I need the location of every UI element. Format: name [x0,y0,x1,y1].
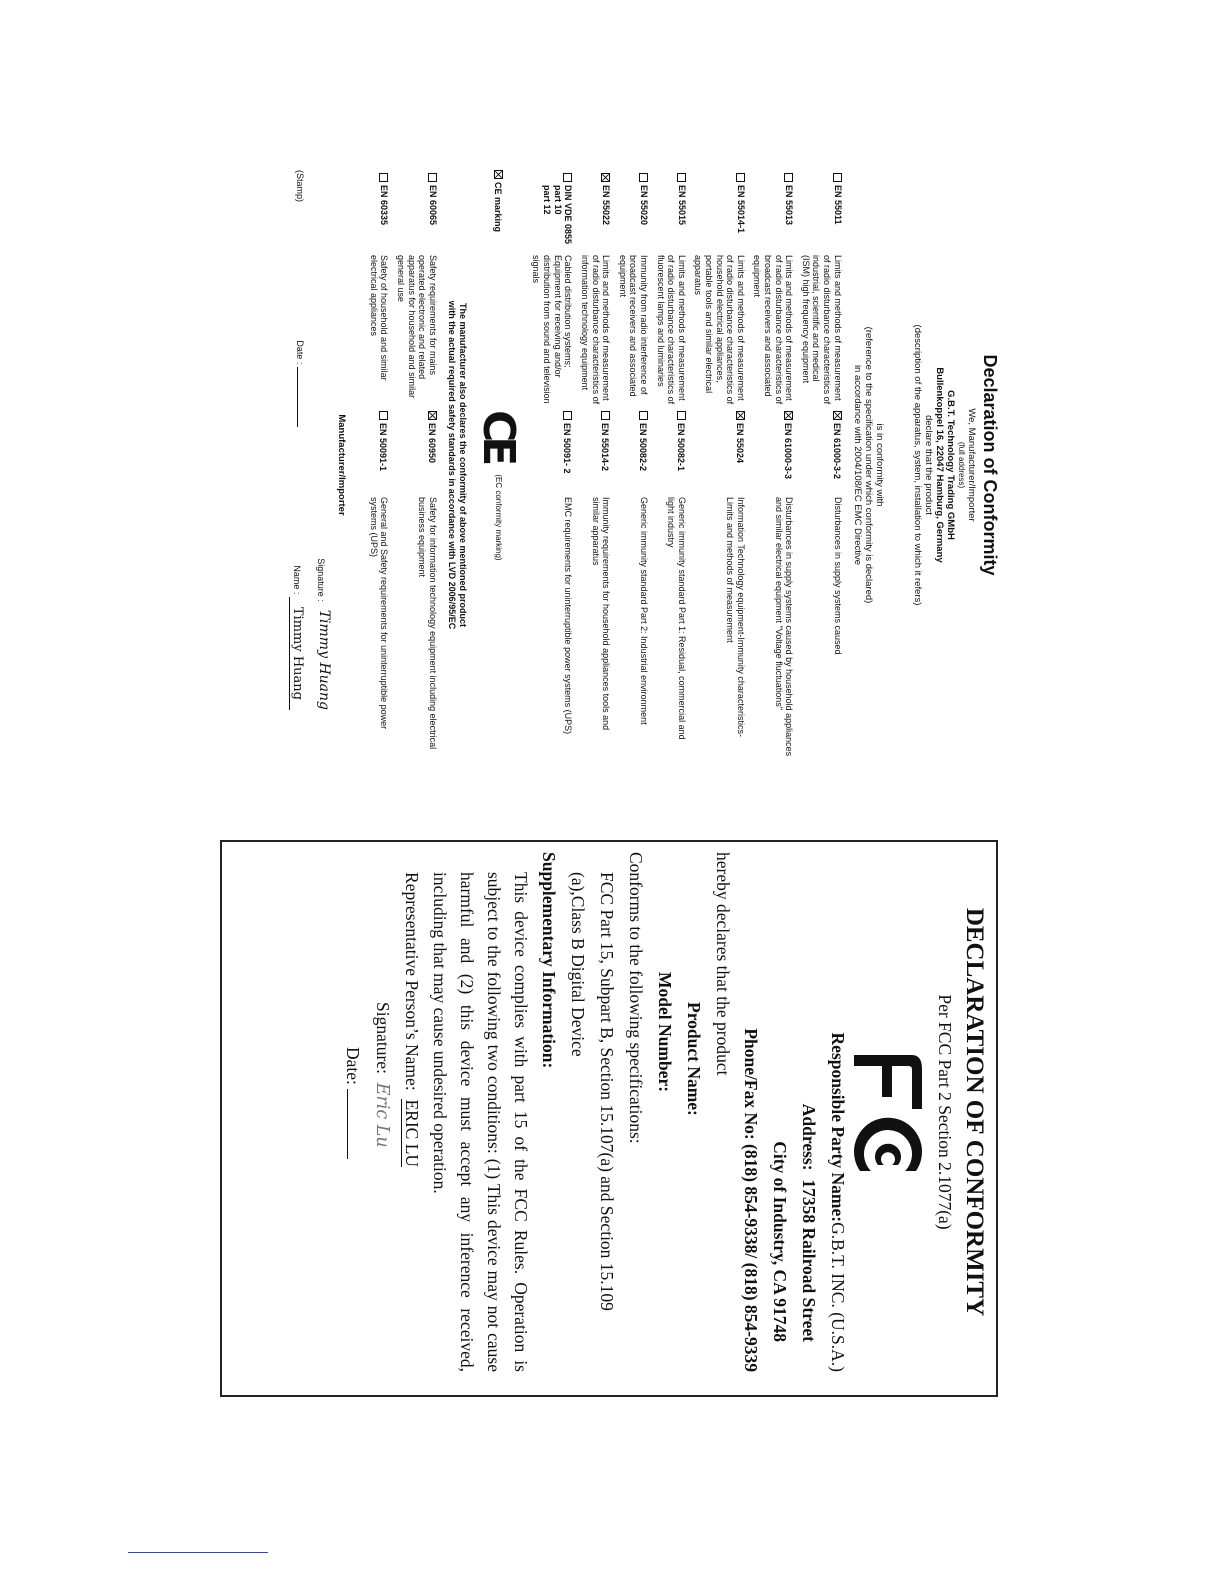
standard-description-2: General and Safety requirements for uninterruptible power systems (UPS) [368,497,390,730]
standard-code-cell [365,170,392,252]
ce-safety-table [365,170,441,760]
fcc-model-number-label: Model Number: [654,972,675,1093]
fcc-supplementary-text: This device complies with part 15 of the FCC Rules. Operation is subject to the following two conditions: (1) This device may not cause harmful and (2) this device must accept any inference received, including that may cause undesired operation. [430,872,532,1372]
standard-checkbox-2[interactable] [736,411,745,420]
fcc-date-row [338,852,367,1372]
standard-code-2: EN 55014-2 [600,423,611,472]
standard-description-2: Safety for information technology equipment including electrical business equipment [417,497,438,750]
standard-code: EN 55020 [638,185,649,226]
ce-lvd-line2: with the actual required safety standards in accordance with LVD 2006/95/EC [447,300,458,630]
safety-row [365,170,392,760]
standard-checkbox-2[interactable] [563,411,572,420]
ce-date-line [297,367,298,427]
fcc-address-row [794,852,823,1372]
standard-checkbox[interactable] [677,173,686,182]
fcc-responsible-value: G.B.T. INC. (U.S.A.) [828,1222,849,1372]
standard-code: DIN VDE 0855 part 10 part 12 [542,185,574,245]
fcc-declaration-frame [220,840,998,1397]
ce-declaration-content [220,170,1000,760]
safety-row [392,170,440,760]
standard-description: Cabled distribution systems; Equipment for receiving and/or distribution from sound and television signals [531,255,574,404]
ce-name-label: Name : [292,565,303,595]
standard-checkbox[interactable] [563,173,572,182]
standards-row [749,170,797,760]
standard-description-2: EMC requirements for uninterruptible power systems (UPS) [563,497,574,735]
standard-description-2: Immunity requirements for household appliances tools and similar apparatus [590,497,612,731]
standards-row [652,170,690,760]
standards-row [690,170,749,760]
standard-description: Limits and methods of measurement of radio disturbance characteristics of information technology equipment [579,255,612,405]
standard-checkbox-2[interactable] [601,411,610,420]
standard-checkbox[interactable] [379,173,388,182]
standard-code: EN 55022 [601,185,612,226]
ce-marking-row [492,170,504,330]
fcc-date-line [347,1089,348,1159]
standard-code-2: EN 50091- 2 [562,423,573,474]
fcc-phone-value: (818) 854-9338/ (818) 854-9339 [741,1144,762,1372]
standard-code-2: EN 60950 [426,423,437,464]
standard-code-cell-2 [528,408,576,494]
fcc-rep-row [397,852,426,1372]
standard-code-cell [576,170,614,252]
ce-standards-table [528,170,846,760]
ce-declare-line: declare that the product [922,415,934,515]
standards-row [576,170,614,760]
fcc-spec-line2: (a),Class B Digital Device [568,872,589,1057]
standard-description: Safety of household and similar electrical appliances [368,255,390,381]
ce-signature-script: Timmy Huang [315,609,332,710]
ce-lvd-line1: The manufacturer also declares the conformity of above mentioned product [457,302,468,628]
fcc-responsible-label: Responsible Party Name: [828,1032,849,1223]
standard-description: Limits and methods of measurement of radio disturbance characteristics of fluorescent lamps and luminaries [655,255,687,405]
standard-code: EN 60065 [427,185,438,226]
standard-code: EN 55013 [784,185,795,226]
fcc-supplementary-label: Supplementary Information: [539,852,560,1069]
standards-row [797,170,845,760]
ce-manufacturer-label: Manufacturer/Importer [336,414,348,516]
standard-checkbox-2[interactable] [379,411,388,420]
ce-conformity-line: is in conformity with [874,423,886,507]
fcc-phone-row [737,852,766,1372]
ce-reference-line: (reference to the specification under which conformity is declared) [863,326,875,604]
standard-code-2: EN 61000-3-2 [831,423,842,480]
standard-code-cell-2 [749,408,797,494]
standard-description-2: Information Technology equipment-Immunity characteristics-Limits and methods of measurement [725,497,746,737]
ce-address: Bullenkoppel 16, 22047 Hamburg, Germany [933,367,945,563]
fcc-logo-icon [852,1047,926,1177]
standard-description-2: Generic immunity standard Part 2: Industrial environment [638,497,649,725]
standard-code-cell-2 [614,408,652,494]
standard-code-cell-2 [797,408,845,494]
fcc-city: City of Industry, CA 91748 [770,1141,791,1342]
standard-code-cell-2 [576,408,614,494]
standard-code-2: EN 55024 [734,423,745,464]
standard-code-cell [392,170,440,252]
standard-checkbox[interactable] [639,173,648,182]
fcc-signature-value: Eric Lu [372,1082,393,1148]
standard-description-2: Disturbances in supply systems caused [832,497,843,655]
fcc-conforms-line: Conforms to the following specifications: [626,852,646,1144]
standard-description: Safety requirements for mains operated electronic and related apparatus for household and similar general use [395,255,438,399]
standard-code: EN 55014-1 [735,185,746,234]
standards-row [528,170,576,760]
standard-checkbox-2[interactable] [784,411,793,420]
standard-checkbox-2[interactable] [677,411,686,420]
standard-code-cell [528,170,576,252]
standard-code-cell-2 [690,408,749,494]
fcc-date-label: Date: [343,1047,364,1085]
fcc-spec-line1: FCC Part 15, Subpart B, Section 15.107(a) and Section 15.109 [597,872,618,1311]
standard-code-cell-2 [365,408,392,494]
standard-description: Immunity from radio interference of broadcast receivers and associated equipment [617,255,649,397]
footer-link-underline [128,1552,268,1553]
ce-description-note: (description of the apparatus, system, installation to which it refers) [911,324,923,606]
fcc-signature-label: Signature: [373,1002,394,1074]
fcc-subtitle: Per FCC Part 2 Section 2.1077(a) [935,994,955,1230]
standard-code-2: EN 50091-1 [378,423,389,472]
standard-code-2: EN 61000-3-3 [783,423,794,480]
fcc-hereby-line: hereby declares that the product [712,852,733,1076]
ce-signature-label: Signature : [315,558,326,602]
standard-checkbox[interactable] [784,173,793,182]
ce-logo-icon: CE [472,410,524,461]
ce-mark-note: (EC conformity marking) [493,474,503,561]
fcc-title: DECLARATION OF CONFORMITY [961,907,988,1317]
standard-code-cell [749,170,797,252]
standard-code-cell-2 [652,408,690,494]
ce-name-value: Timmy Huang [289,597,305,710]
standard-description: Limits and methods of measurement of radio disturbance characteristics of industrial, scientific and medical (ISM) high frequency equipment [800,255,843,405]
standard-checkbox[interactable] [601,173,610,182]
standard-checkbox[interactable] [428,173,437,182]
standard-checkbox-2[interactable] [428,411,437,420]
ce-title: Declaration of Conformity [980,354,1000,576]
standard-description-2: Disturbances in supply systems caused by household appliances and similar electrical equipment "Voltage fluctuations" [773,497,795,757]
ce-date-label: Date : [295,340,306,365]
standard-code: EN 60335 [379,185,390,226]
fcc-phone-label: Phone/Fax No: [741,1028,762,1140]
standard-description: Limits and methods of measurement of radio disturbance characteristics of broadcast receivers and associated equipment [752,255,795,405]
standard-code-cell [614,170,652,252]
ce-company: G.B.T. Technology Trading GMbH [945,390,957,540]
fcc-rep-name: ERIC LU [402,1099,422,1168]
ce-declaration-document [220,170,1000,760]
standard-code-cell [690,170,749,252]
standards-row [614,170,652,760]
standard-code-2: EN 50082-2 [637,423,648,472]
ce-marking-checkbox[interactable] [494,170,503,179]
standard-code-2: EN 50082-1 [675,423,686,472]
standard-checkbox[interactable] [736,173,745,182]
standard-code: EN 55015 [676,185,687,226]
standard-checkbox[interactable] [833,173,842,182]
ce-directive-line: in accordance with 2004/108/EC EMC Directive [851,364,863,566]
fcc-address-value: 17358 Railroad Street [799,1179,820,1342]
standard-description: Limits and methods of measurement of radio disturbance characteristics of household electrical appliances, portable tools and similar electrical apparatus [693,255,746,405]
fcc-rep-label: Representative Person’s Name: [402,872,422,1091]
ce-marking-label: CE marking [492,182,503,233]
standard-checkbox-2[interactable] [639,411,648,420]
fcc-signature-row [367,852,397,1372]
fcc-product-name-label: Product Name: [683,1002,704,1116]
fcc-responsible-row [823,852,852,1372]
fcc-address-label: Address: [799,1103,820,1171]
ce-full-address-note: (full address) [956,441,966,489]
standard-code-cell-2 [392,408,440,494]
standard-code-cell [797,170,845,252]
fcc-declaration-content [244,852,989,1372]
ce-we-line: We, Manufacturer/Importer [965,408,977,522]
ce-stamp-label: (Stamp) [295,170,306,203]
standard-code-cell [652,170,690,252]
standard-code: EN 55011 [832,185,843,225]
standard-description-2: Generic immunity standard Part 1: Residual, commercial and light industry [666,497,687,740]
standard-checkbox-2[interactable] [833,411,842,420]
